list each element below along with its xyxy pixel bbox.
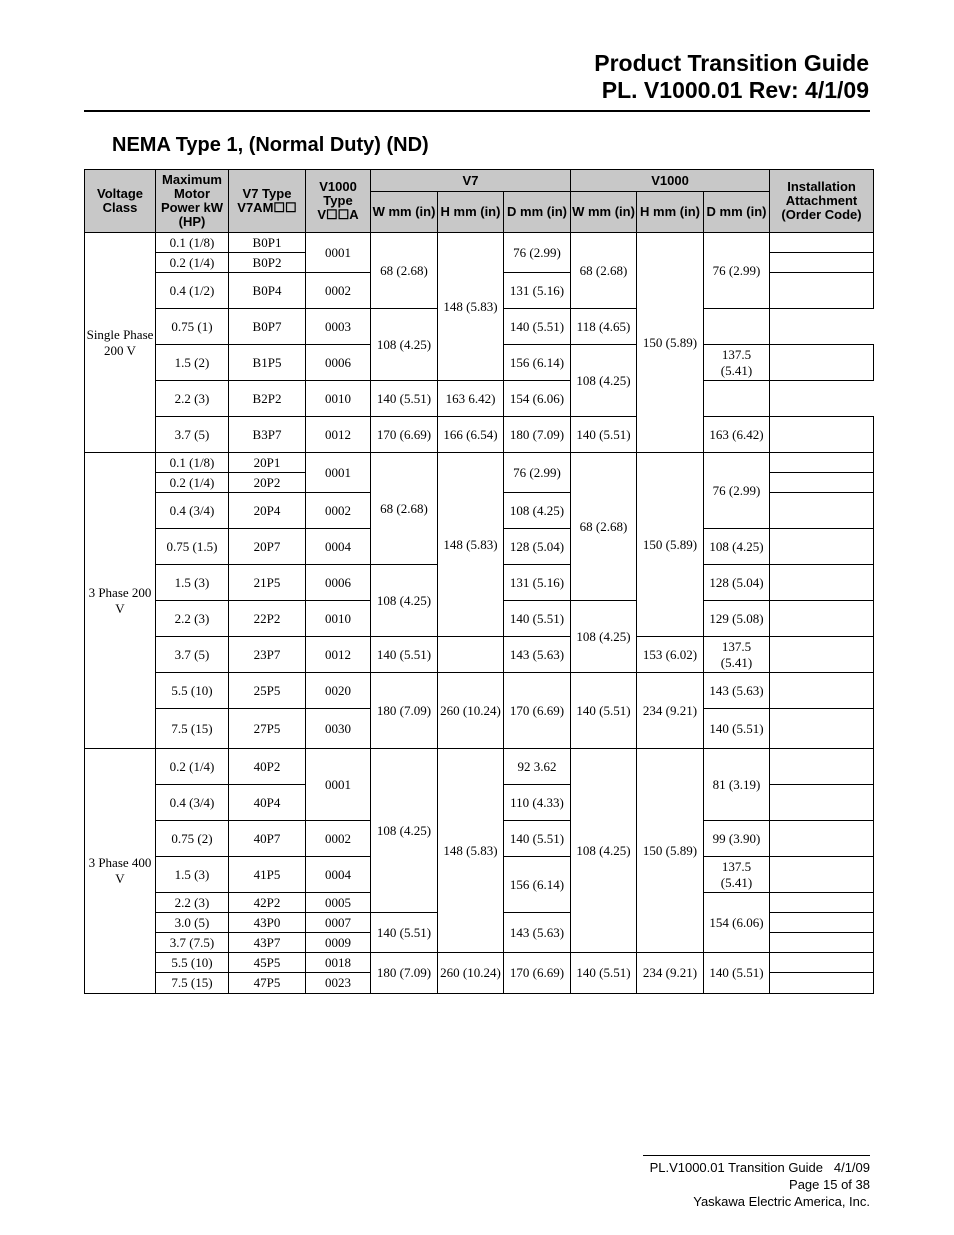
v7-w-cell: 108 (4.25) xyxy=(371,565,438,637)
v7-d-cell: 170 (6.69) xyxy=(504,673,571,749)
install-attachment-cell xyxy=(770,233,874,253)
header-voltage-class: Voltage Class xyxy=(85,170,156,233)
install-attachment-cell xyxy=(770,273,874,309)
v7-type-cell: 25P5 xyxy=(229,673,306,709)
v7-d-cell: 92 3.62 xyxy=(504,749,571,785)
v1000-d-cell: 76 (2.99) xyxy=(704,453,770,529)
v7-d-cell: 131 (5.16) xyxy=(504,565,571,601)
power-cell: 3.7 (5) xyxy=(156,637,229,673)
v7-h-cell xyxy=(438,637,504,673)
v7-type-cell: 27P5 xyxy=(229,709,306,749)
header-v1000-w: W mm (in) xyxy=(571,192,637,233)
v1000-type-cell: 0005 xyxy=(306,893,371,913)
v1000-w-cell: 68 (2.68) xyxy=(571,453,637,601)
v7-d-cell: 143 (5.63) xyxy=(504,637,571,673)
header-v7: V7 xyxy=(371,170,571,192)
power-cell: 5.5 (10) xyxy=(156,673,229,709)
footer-page-number: Page 15 of 38 xyxy=(789,1177,870,1192)
v7-type-cell: 23P7 xyxy=(229,637,306,673)
v1000-type-cell: 0001 xyxy=(306,233,371,273)
install-attachment-cell xyxy=(770,493,874,529)
install-attachment-cell xyxy=(770,253,874,273)
power-cell: 3.7 (7.5) xyxy=(156,933,229,953)
v1000-type-cell: 0020 xyxy=(306,673,371,709)
v7-h-cell: 166 (6.54) xyxy=(438,417,504,453)
v1000-type-cell: 0009 xyxy=(306,933,371,953)
v7-d-cell: 140 (5.51) xyxy=(504,821,571,857)
v1000-d-cell: 99 (3.90) xyxy=(704,821,770,857)
v1000-d-cell: 137.5 (5.41) xyxy=(704,345,770,381)
v7-d-cell: 108 (4.25) xyxy=(504,493,571,529)
header-v1000-h: H mm (in) xyxy=(637,192,704,233)
power-cell: 0.2 (1/4) xyxy=(156,253,229,273)
install-attachment-cell xyxy=(770,673,874,709)
install-attachment-cell xyxy=(770,785,874,821)
section-title: NEMA Type 1, (Normal Duty) (ND) xyxy=(112,134,429,156)
v7-type-cell: 45P5 xyxy=(229,953,306,973)
v7-type-cell: B0P7 xyxy=(229,309,306,345)
v1000-type-cell: 0012 xyxy=(306,637,371,673)
power-cell: 2.2 (3) xyxy=(156,601,229,637)
power-cell: 3.0 (5) xyxy=(156,913,229,933)
v1000-d-cell: 76 (2.99) xyxy=(704,233,770,309)
v7-h-cell: 148 (5.83) xyxy=(438,233,504,381)
v7-type-cell: 42P2 xyxy=(229,893,306,913)
power-cell: 2.2 (3) xyxy=(156,381,229,417)
v1000-d-cell: 129 (5.08) xyxy=(704,601,770,637)
install-attachment-cell xyxy=(704,309,770,345)
v1000-type-cell: 0002 xyxy=(306,821,371,857)
v7-d-cell: 76 (2.99) xyxy=(504,233,571,273)
v1000-w-cell: 108 (4.25) xyxy=(571,601,637,673)
install-attachment-cell xyxy=(770,973,874,994)
v7-type-cell: 20P1 xyxy=(229,453,306,473)
header-v1000-type: V1000 Type V☐☐A xyxy=(306,170,371,233)
v1000-type-cell: 0002 xyxy=(306,273,371,309)
install-attachment-cell xyxy=(770,529,874,565)
install-attachment-cell xyxy=(770,345,874,381)
v7-type-cell: 41P5 xyxy=(229,857,306,893)
power-cell: 1.5 (2) xyxy=(156,345,229,381)
v7-type-cell: 40P7 xyxy=(229,821,306,857)
v1000-w-cell: 108 (4.25) xyxy=(571,345,637,417)
footer-doc-line: PL.V1000.01 Transition Guide 4/1/09 xyxy=(649,1160,870,1175)
v1000-type-cell: 0010 xyxy=(306,381,371,417)
footer-rule xyxy=(643,1155,870,1156)
header-v7-h: H mm (in) xyxy=(438,192,504,233)
install-attachment-cell xyxy=(770,473,874,493)
v7-type-cell: 20P4 xyxy=(229,493,306,529)
v7-d-cell: 156 (6.14) xyxy=(504,857,571,913)
v1000-h-cell: 234 (9.21) xyxy=(637,673,704,749)
header-installation-attachment: Installation Attachment (Order Code) xyxy=(770,170,874,233)
v1000-w-cell: 108 (4.25) xyxy=(571,749,637,953)
power-cell: 7.5 (15) xyxy=(156,973,229,994)
v1000-type-cell: 0001 xyxy=(306,749,371,821)
v7-w-cell: 108 (4.25) xyxy=(371,749,438,913)
v1000-type-cell: 0004 xyxy=(306,857,371,893)
voltage-class-cell: 3 Phase 200 V xyxy=(85,453,156,749)
install-attachment-cell xyxy=(770,933,874,953)
v1000-d-cell: 81 (3.19) xyxy=(704,749,770,821)
install-attachment-cell xyxy=(770,453,874,473)
v1000-d-cell: 118 (4.65) xyxy=(571,309,637,345)
v1000-type-cell: 0004 xyxy=(306,529,371,565)
v7-w-cell: 140 (5.51) xyxy=(371,637,438,673)
install-attachment-cell xyxy=(770,637,874,673)
power-cell: 5.5 (10) xyxy=(156,953,229,973)
v7-w-cell: 180 (7.09) xyxy=(371,673,438,749)
v7-type-cell: 40P2 xyxy=(229,749,306,785)
power-cell: 3.7 (5) xyxy=(156,417,229,453)
power-cell: 0.2 (1/4) xyxy=(156,749,229,785)
v7-d-cell: 76 (2.99) xyxy=(504,453,571,493)
v1000-type-cell: 0012 xyxy=(306,417,371,453)
v7-type-cell: 21P5 xyxy=(229,565,306,601)
install-attachment-cell xyxy=(770,893,874,913)
header-max-motor-power: Maximum Motor Power kW (HP) xyxy=(156,170,229,233)
v1000-type-cell: 0002 xyxy=(306,493,371,529)
install-attachment-cell xyxy=(770,749,874,785)
v7-w-cell: 68 (2.68) xyxy=(371,233,438,309)
v7-type-cell: B0P1 xyxy=(229,233,306,253)
install-attachment-cell xyxy=(770,565,874,601)
footer-company: Yaskawa Electric America, Inc. xyxy=(693,1194,870,1209)
install-attachment-cell xyxy=(770,953,874,973)
v7-h-cell: 148 (5.83) xyxy=(438,453,504,637)
power-cell: 0.4 (1/2) xyxy=(156,273,229,309)
power-cell: 0.4 (3/4) xyxy=(156,493,229,529)
power-cell: 0.75 (2) xyxy=(156,821,229,857)
page-header xyxy=(594,50,869,104)
v7-type-cell: 43P7 xyxy=(229,933,306,953)
v7-d-cell: 170 (6.69) xyxy=(504,953,571,994)
v7-type-cell: B2P2 xyxy=(229,381,306,417)
v1000-type-cell: 0001 xyxy=(306,453,371,493)
v7-type-cell: 22P2 xyxy=(229,601,306,637)
v7-h-cell: 148 (5.83) xyxy=(438,749,504,953)
v1000-w-cell: 140 (5.51) xyxy=(571,673,637,749)
v7-d-cell: 156 (6.14) xyxy=(504,345,571,381)
v1000-h-cell: 150 (5.89) xyxy=(637,233,704,453)
install-attachment-cell xyxy=(770,709,874,749)
power-cell: 0.1 (1/8) xyxy=(156,233,229,253)
power-cell: 0.1 (1/8) xyxy=(156,453,229,473)
v1000-type-cell: 0007 xyxy=(306,913,371,933)
v1000-w-cell: 140 (5.51) xyxy=(571,953,637,994)
v1000-type-cell: 0006 xyxy=(306,565,371,601)
install-attachment-cell xyxy=(770,913,874,933)
v7-w-cell: 170 (6.69) xyxy=(371,417,438,453)
v7-d-cell: 131 (5.16) xyxy=(504,273,571,309)
v1000-type-cell: 0018 xyxy=(306,953,371,973)
v1000-h-cell: 150 (5.89) xyxy=(637,453,704,637)
v7-type-cell: B0P2 xyxy=(229,253,306,273)
v7-type-cell: B0P4 xyxy=(229,273,306,309)
v1000-d-cell: 137.5 (5.41) xyxy=(704,637,770,673)
v7-d-cell: 140 (5.51) xyxy=(504,309,571,345)
header-v1000-d: D mm (in) xyxy=(704,192,770,233)
power-cell: 0.2 (1/4) xyxy=(156,473,229,493)
v1000-d-cell: 140 (5.51) xyxy=(704,709,770,749)
v1000-d-cell: 163 (6.42) xyxy=(704,417,770,453)
v7-w-cell: 68 (2.68) xyxy=(371,453,438,565)
v7-d-cell: 143 (5.63) xyxy=(504,913,571,953)
v1000-d-cell: 128 (5.04) xyxy=(704,565,770,601)
dimension-table xyxy=(84,169,873,994)
voltage-class-cell: Single Phase 200 V xyxy=(85,233,156,453)
install-attachment-cell xyxy=(770,601,874,637)
v7-type-cell: B1P5 xyxy=(229,345,306,381)
v1000-w-cell: 68 (2.68) xyxy=(571,233,637,309)
power-cell: 0.4 (3/4) xyxy=(156,785,229,821)
header-v7-type: V7 Type V7AM☐☐ xyxy=(229,170,306,233)
power-cell: 7.5 (15) xyxy=(156,709,229,749)
v7-d-cell: 163 6.42) xyxy=(438,381,504,417)
v1000-h-cell: 153 (6.02) xyxy=(637,637,704,673)
v7-d-cell: 110 (4.33) xyxy=(504,785,571,821)
v7-w-cell: 140 (5.51) xyxy=(371,913,438,953)
install-attachment-cell xyxy=(770,821,874,857)
v7-w-cell: 180 (7.09) xyxy=(371,953,438,994)
v7-type-cell: 40P4 xyxy=(229,785,306,821)
v1000-type-cell: 0023 xyxy=(306,973,371,994)
power-cell: 0.75 (1.5) xyxy=(156,529,229,565)
v7-type-cell: 43P0 xyxy=(229,913,306,933)
header-v7-w: W mm (in) xyxy=(371,192,438,233)
header-v1000: V1000 xyxy=(571,170,770,192)
v1000-h-cell: 150 (5.89) xyxy=(637,749,704,953)
power-cell: 1.5 (3) xyxy=(156,565,229,601)
v1000-type-cell: 0006 xyxy=(306,345,371,381)
power-cell: 1.5 (3) xyxy=(156,857,229,893)
header-rule xyxy=(84,110,870,112)
header-doc-rev: PL. V1000.01 Rev: 4/1/09 xyxy=(601,77,869,103)
v7-type-cell: 20P7 xyxy=(229,529,306,565)
install-attachment-cell xyxy=(770,417,874,453)
v7-d-cell: 180 (7.09) xyxy=(504,417,571,453)
power-cell: 0.75 (1) xyxy=(156,309,229,345)
v1000-type-cell: 0010 xyxy=(306,601,371,637)
v1000-d-cell: 108 (4.25) xyxy=(704,529,770,565)
power-cell: 2.2 (3) xyxy=(156,893,229,913)
v7-h-cell: 260 (10.24) xyxy=(438,953,504,994)
page-footer xyxy=(650,1159,870,1210)
install-attachment-cell xyxy=(704,381,770,417)
v7-w-cell: 140 (5.51) xyxy=(371,381,438,417)
header-v7-d: D mm (in) xyxy=(504,192,571,233)
v7-type-cell: 20P2 xyxy=(229,473,306,493)
install-attachment-cell xyxy=(770,857,874,893)
header-title: Product Transition Guide xyxy=(594,50,869,76)
v1000-d-cell: 140 (5.51) xyxy=(704,953,770,994)
v1000-type-cell: 0003 xyxy=(306,309,371,345)
v7-h-cell: 260 (10.24) xyxy=(438,673,504,749)
v1000-h-cell: 234 (9.21) xyxy=(637,953,704,994)
v1000-type-cell: 0030 xyxy=(306,709,371,749)
v7-type-cell: B3P7 xyxy=(229,417,306,453)
v1000-d-cell: 154 (6.06) xyxy=(504,381,571,417)
v7-d-cell: 128 (5.04) xyxy=(504,529,571,565)
v7-w-cell: 108 (4.25) xyxy=(371,309,438,381)
v1000-d-cell: 154 (6.06) xyxy=(704,893,770,953)
v1000-d-cell: 143 (5.63) xyxy=(704,673,770,709)
v7-d-cell: 140 (5.51) xyxy=(504,601,571,637)
voltage-class-cell: 3 Phase 400 V xyxy=(85,749,156,994)
v1000-d-cell: 137.5 (5.41) xyxy=(704,857,770,893)
v1000-w-cell: 140 (5.51) xyxy=(571,417,637,453)
v7-type-cell: 47P5 xyxy=(229,973,306,994)
